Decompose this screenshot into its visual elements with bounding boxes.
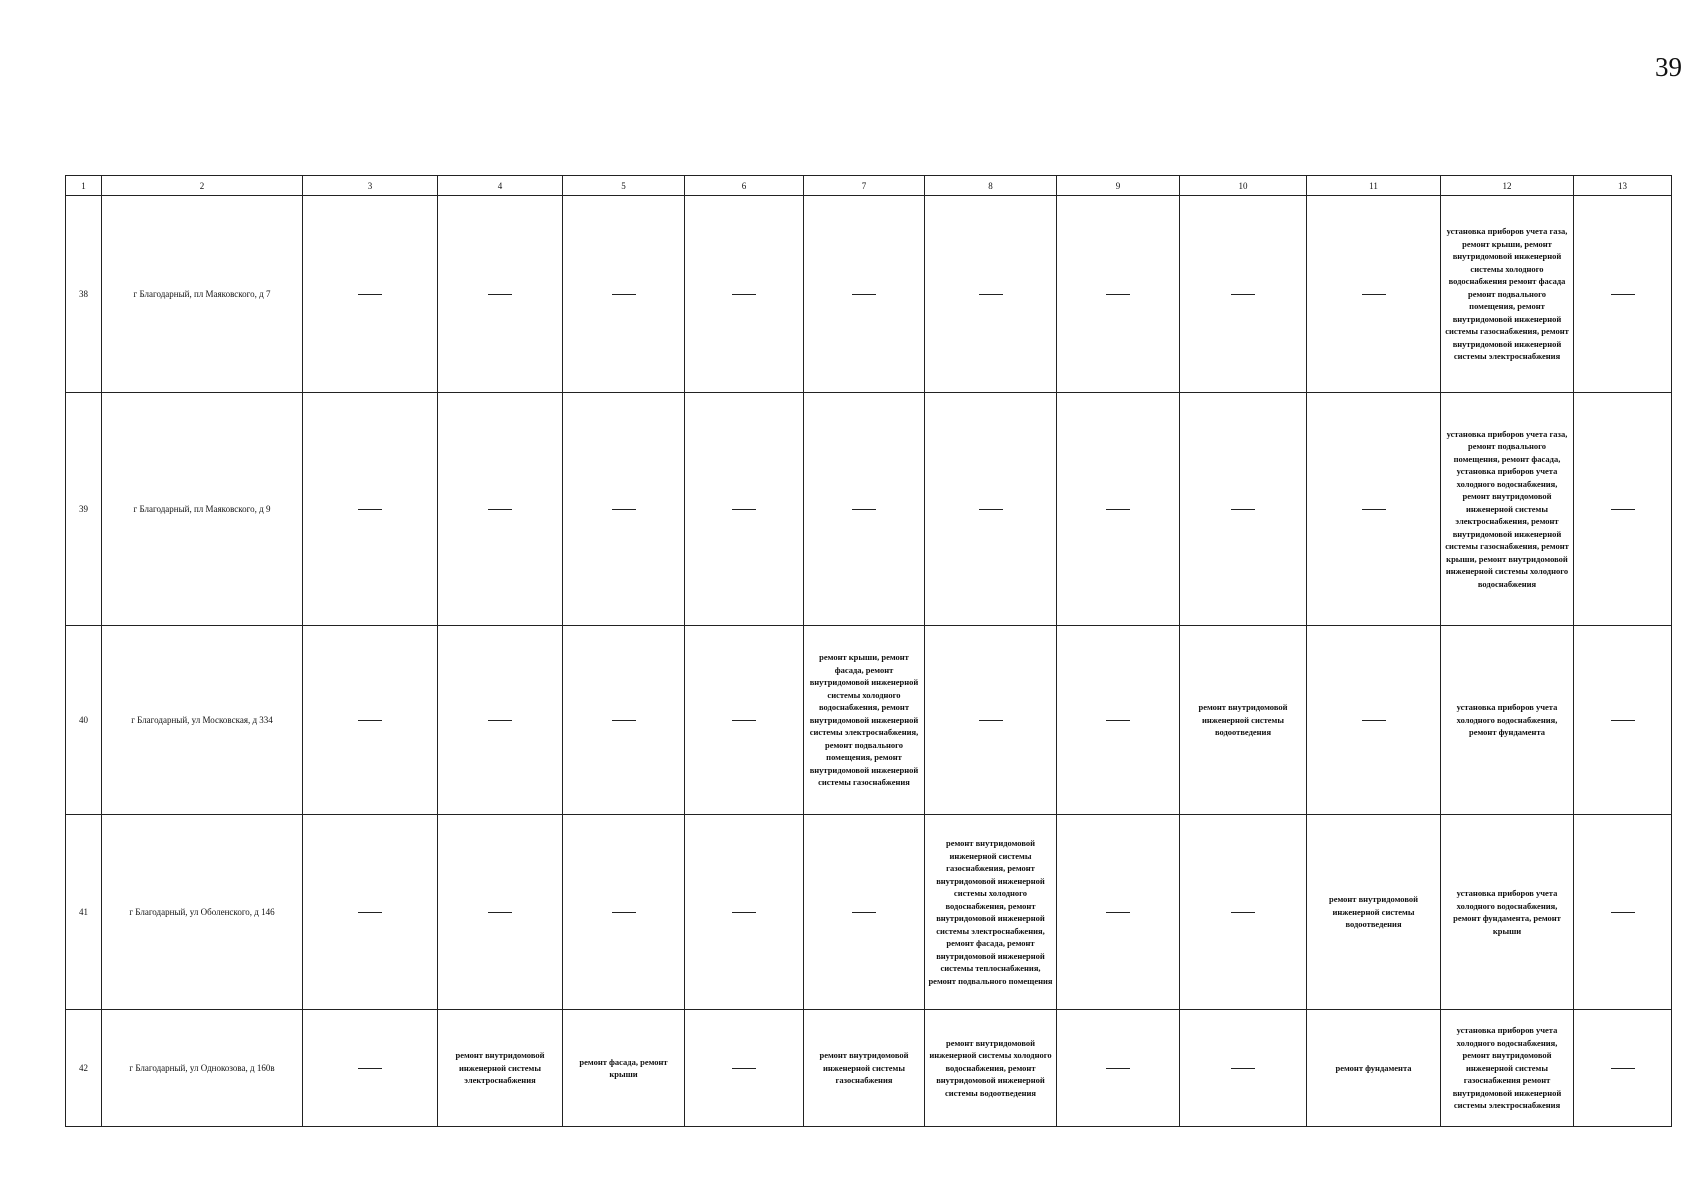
dash-mark <box>979 509 1003 510</box>
dash-mark <box>358 509 382 510</box>
work-description-text: ремонт внутридомовой инженерной системы водоотведения <box>1198 702 1288 738</box>
empty-cell <box>685 815 804 1010</box>
work-description-cell <box>804 626 925 815</box>
address-cell: г Благодарный, ул Оболенского, д 146 <box>102 815 303 1010</box>
dash-mark <box>488 294 512 295</box>
empty-cell <box>685 626 804 815</box>
work-description-cell <box>1441 196 1574 393</box>
empty-cell <box>1574 393 1672 626</box>
empty-cell <box>1180 393 1307 626</box>
dash-mark <box>979 720 1003 721</box>
column-number: 8 <box>925 176 1057 196</box>
dash-mark <box>1106 509 1130 510</box>
work-description-cell <box>438 1010 563 1127</box>
work-description-cell <box>925 815 1057 1010</box>
empty-cell <box>438 815 563 1010</box>
row-number-cell: 40 <box>66 626 102 815</box>
work-description-cell <box>1307 1010 1441 1127</box>
table-row <box>66 393 1672 626</box>
empty-cell <box>1574 815 1672 1010</box>
dash-mark <box>1362 720 1386 721</box>
empty-cell <box>303 626 438 815</box>
dash-mark <box>1611 720 1635 721</box>
empty-cell <box>925 393 1057 626</box>
empty-cell <box>1057 393 1180 626</box>
dash-mark <box>612 720 636 721</box>
table-row <box>66 1010 1672 1127</box>
work-description-text: ремонт крыши, ремонт фасада, ремонт внутридомовой инженерной системы холодного водоснабжения, ремонт внутридомовой инженерной системы электроснабжения, ремонт подвального помещения, ремонт внутридомовой инженерной системы газоснабжения <box>809 652 919 788</box>
dash-mark <box>358 912 382 913</box>
empty-cell <box>563 393 685 626</box>
work-description-text: ремонт внутридомовой инженерной системы водоотведения <box>1328 894 1419 930</box>
work-description-cell <box>925 1010 1057 1127</box>
empty-cell <box>925 196 1057 393</box>
dash-mark <box>732 294 756 295</box>
dash-mark <box>852 294 876 295</box>
empty-cell <box>1180 196 1307 393</box>
empty-cell <box>1574 196 1672 393</box>
dash-mark <box>852 912 876 913</box>
column-number: 7 <box>804 176 925 196</box>
dash-mark <box>1231 912 1255 913</box>
empty-cell <box>925 626 1057 815</box>
dash-mark <box>612 509 636 510</box>
empty-cell <box>1574 626 1672 815</box>
dash-mark <box>732 720 756 721</box>
dash-mark <box>1611 912 1635 913</box>
work-description-text: ремонт фундамента <box>1335 1062 1412 1073</box>
dash-mark <box>732 509 756 510</box>
address-cell: г Благодарный, ул Однокозова, д 160в <box>102 1010 303 1127</box>
empty-cell <box>804 196 925 393</box>
work-description-cell <box>1180 626 1307 815</box>
dash-mark <box>1231 1068 1255 1069</box>
table-row <box>66 196 1672 393</box>
empty-cell <box>1307 626 1441 815</box>
empty-cell <box>1307 393 1441 626</box>
empty-cell <box>303 1010 438 1127</box>
dash-mark <box>488 912 512 913</box>
empty-cell <box>303 815 438 1010</box>
dash-mark <box>1362 294 1386 295</box>
empty-cell <box>438 626 563 815</box>
dash-mark <box>612 294 636 295</box>
dash-mark <box>488 720 512 721</box>
column-number: 11 <box>1307 176 1441 196</box>
empty-cell <box>685 393 804 626</box>
empty-cell <box>1057 626 1180 815</box>
work-description-text: ремонт фасада, ремонт крыши <box>579 1056 668 1079</box>
address-cell: г Благодарный, пл Маяковского, д 7 <box>102 196 303 393</box>
column-number: 4 <box>438 176 563 196</box>
empty-cell <box>1307 196 1441 393</box>
dash-mark <box>1611 1068 1635 1069</box>
column-number: 13 <box>1574 176 1672 196</box>
dash-mark <box>1611 294 1635 295</box>
dash-mark <box>358 294 382 295</box>
work-description-text: установка приборов учета холодного водоснабжения, ремонт фундамента, ремонт крыши <box>1453 888 1561 936</box>
dash-mark <box>358 1068 382 1069</box>
work-description-cell <box>1441 815 1574 1010</box>
dash-mark <box>732 912 756 913</box>
empty-cell <box>563 196 685 393</box>
dash-mark <box>488 509 512 510</box>
empty-cell <box>685 1010 804 1127</box>
work-description-cell <box>804 1010 925 1127</box>
row-number-cell: 41 <box>66 815 102 1010</box>
column-number: 9 <box>1057 176 1180 196</box>
dash-mark <box>1106 294 1130 295</box>
dash-mark <box>732 1068 756 1069</box>
empty-cell <box>685 196 804 393</box>
dash-mark <box>358 720 382 721</box>
empty-cell <box>1057 815 1180 1010</box>
work-description-text: установка приборов учета газа, ремонт крыши, ремонт внутридомовой инженерной системы холодного водоснабжения ремонт фасада ремонт подвального помещения, ремонт внутридомовой инженерной системы газоснабжения, ремонт внутридомовой инженерной системы электроснабжения <box>1445 226 1569 362</box>
work-description-text: ремонт внутридомовой инженерной системы газоснабжения <box>819 1050 909 1086</box>
dash-mark <box>1231 294 1255 295</box>
empty-cell <box>563 815 685 1010</box>
empty-cell <box>1057 1010 1180 1127</box>
work-description-cell <box>1441 393 1574 626</box>
column-number: 1 <box>66 176 102 196</box>
work-description-cell <box>1441 1010 1574 1127</box>
table-row <box>66 815 1672 1010</box>
work-description-cell <box>1441 626 1574 815</box>
column-number: 3 <box>303 176 438 196</box>
column-numbers-row <box>66 176 1672 196</box>
column-number: 10 <box>1180 176 1307 196</box>
work-description-text: установка приборов учета холодного водоснабжения, ремонт внутридомовой инженерной системы газоснабжения ремонт внутридомовой инженерной системы электроснабжения <box>1452 1025 1562 1111</box>
work-description-text: установка приборов учета холодного водоснабжения, ремонт фундамента <box>1456 702 1558 738</box>
empty-cell <box>1574 1010 1672 1127</box>
empty-cell <box>804 815 925 1010</box>
column-number: 12 <box>1441 176 1574 196</box>
dash-mark <box>1362 509 1386 510</box>
empty-cell <box>438 393 563 626</box>
empty-cell <box>563 626 685 815</box>
dash-mark <box>612 912 636 913</box>
work-description-text: ремонт внутридомовой инженерной системы холодного водоснабжения, ремонт внутридомовой инженерной системы водоотведения <box>929 1037 1052 1098</box>
column-number: 2 <box>102 176 303 196</box>
page-number: 39 <box>1655 52 1682 82</box>
column-number: 5 <box>563 176 685 196</box>
dash-mark <box>1106 1068 1130 1069</box>
dash-mark <box>1106 912 1130 913</box>
table-row <box>66 626 1672 815</box>
empty-cell <box>303 196 438 393</box>
dash-mark <box>1231 509 1255 510</box>
work-description-text: установка приборов учета газа, ремонт подвального помещения, ремонт фасада, установка приборов учета холодного водоснабжения, ремонт внутридомовой инженерной системы электроснабжения, ремонт внутридомовой инженерной системы газоснабжения, ремонт крыши, ремонт внутридомовой инженерной системы холодного водоснабжения <box>1445 428 1569 589</box>
work-description-text: ремонт внутридомовой инженерной системы электроснабжения <box>455 1050 545 1086</box>
dash-mark <box>1611 509 1635 510</box>
empty-cell <box>804 393 925 626</box>
work-description-text: ремонт внутридомовой инженерной системы газоснабжения, ремонт внутридомовой инженерной системы холодного водоснабжения, ремонт внутридомовой инженерной системы электроснабжения, ремонт фасада, ремонт внутридомовой инженерной системы теплоснабжения, ремонт подвального помещения <box>928 838 1053 986</box>
empty-cell <box>303 393 438 626</box>
address-cell: г Благодарный, пл Маяковского, д 9 <box>102 393 303 626</box>
address-cell: г Благодарный, ул Московская, д 334 <box>102 626 303 815</box>
row-number-cell: 38 <box>66 196 102 393</box>
work-description-cell <box>563 1010 685 1127</box>
work-description-cell <box>1307 815 1441 1010</box>
empty-cell <box>1180 1010 1307 1127</box>
column-number: 6 <box>685 176 804 196</box>
dash-mark <box>979 294 1003 295</box>
row-number-cell: 39 <box>66 393 102 626</box>
empty-cell <box>438 196 563 393</box>
empty-cell <box>1057 196 1180 393</box>
repair-register-table <box>65 175 1672 1127</box>
empty-cell <box>1180 815 1307 1010</box>
dash-mark <box>1106 720 1130 721</box>
row-number-cell: 42 <box>66 1010 102 1127</box>
dash-mark <box>852 509 876 510</box>
